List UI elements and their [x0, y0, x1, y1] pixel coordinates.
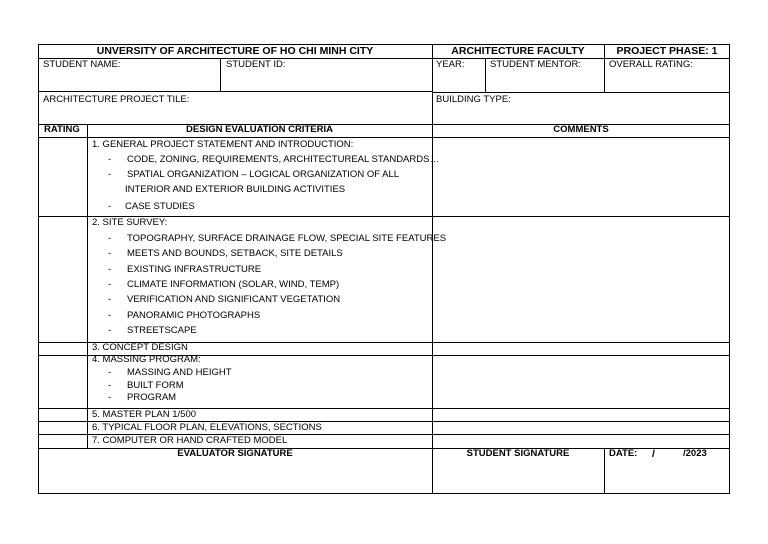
criterion-2-item: MEETS AND BOUNDS, SETBACK, SITE DETAILS: [127, 248, 343, 259]
criterion-2-item: PANORAMIC PHOTOGRAPHS: [127, 310, 261, 321]
criterion-5-title: 5. MASTER PLAN 1/500: [92, 409, 197, 420]
criterion-4-item: BUILT FORM: [127, 380, 184, 391]
date-label: DATE:: [609, 448, 638, 459]
criterion-1-item: INTERIOR AND EXTERIOR BUILDING ACTIVITIES: [125, 184, 346, 195]
criterion-1-item: CASE STUDIES: [125, 201, 195, 212]
bullet-dash: -: [108, 294, 112, 305]
rule: [432, 92, 730, 93]
evaluation-form: [38, 44, 730, 494]
rating-column-header: RATING: [44, 124, 80, 135]
criterion-3-title: 3. CONCEPT DESIGN: [92, 342, 188, 353]
criterion-1-title: 1. GENERAL PROJECT STATEMENT AND INTRODUCTION:: [92, 139, 354, 150]
rule: [485, 58, 486, 92]
bullet-dash: -: [108, 279, 112, 290]
faculty-title: ARCHITECTURE FACULTY: [451, 45, 585, 57]
bullet-dash: -: [108, 248, 112, 259]
bullet-dash: -: [108, 310, 112, 321]
criterion-2-item: EXISTING INFRASTRUCTURE: [127, 264, 262, 275]
bullet-dash: -: [108, 264, 112, 275]
bullet-dash: -: [108, 392, 112, 403]
criterion-2-title: 2. SITE SURVEY:: [92, 217, 168, 228]
student-mentor-field[interactable]: STUDENT MENTOR:: [490, 59, 581, 70]
bullet-dash: -: [108, 325, 112, 336]
rule: [38, 91, 432, 92]
bullet-dash: -: [108, 233, 112, 244]
rule: [729, 44, 730, 494]
date-year[interactable]: /2023: [683, 448, 707, 459]
date-separator: /: [652, 448, 655, 460]
building-type-field[interactable]: BUILDING TYPE:: [436, 94, 511, 105]
bullet-dash: -: [108, 154, 112, 165]
bullet-dash: -: [108, 367, 112, 378]
rule: [38, 44, 39, 494]
bullet-dash: -: [108, 380, 112, 391]
criterion-7-title: 7. COMPUTER OR HAND CRAFTED MODEL: [92, 435, 288, 446]
rule: [38, 493, 730, 494]
bullet-dash: -: [108, 169, 112, 180]
rule: [604, 448, 605, 494]
criterion-2-item: TOPOGRAPHY, SURFACE DRAINAGE FLOW, SPECIAL SITE FEATURES: [127, 233, 447, 244]
rule: [432, 44, 433, 494]
criterion-1-item: SPATIAL ORGANIZATION – LOGICAL ORGANIZATION OF ALL: [127, 169, 400, 180]
criterion-4-item: PROGRAM: [127, 392, 177, 403]
criterion-2-item: STREETSCAPE: [127, 325, 197, 336]
rule: [38, 137, 730, 138]
year-field[interactable]: YEAR:: [436, 59, 465, 70]
criteria-column-header: DESIGN EVALUATION CRITERIA: [186, 124, 333, 135]
project-title-field[interactable]: ARCHITECTURE PROJECT TILE:: [43, 94, 190, 105]
student-name-field[interactable]: STUDENT NAME:: [43, 59, 121, 70]
criterion-1-item: CODE, ZONING, REQUIREMENTS, ARCHITECTUREAL STANDARDS…: [127, 154, 439, 165]
university-title: UNVERSITY OF ARCHITECTURE OF HO CHI MINH CITY: [96, 45, 374, 57]
overall-rating-field[interactable]: OVERALL RATING:: [609, 59, 693, 70]
criterion-2-item: CLIMATE INFORMATION (SOLAR, WIND, TEMP): [127, 279, 340, 290]
evaluator-signature[interactable]: EVALUATOR SIGNATURE: [177, 448, 293, 459]
criterion-2-item: VERIFICATION AND SIGNIFICANT VEGETATION: [127, 294, 341, 305]
bullet-dash: -: [108, 201, 112, 212]
rule: [87, 124, 88, 449]
criterion-4-title: 4. MASSING PROGRAM:: [92, 354, 201, 365]
comments-column-header: COMMENTS: [553, 124, 609, 135]
rule: [220, 58, 221, 92]
criterion-4-item: MASSING AND HEIGHT: [127, 367, 232, 378]
student-id-field[interactable]: STUDENT ID:: [226, 59, 286, 70]
student-signature[interactable]: STUDENT SIGNATURE: [466, 448, 570, 459]
criterion-6-title: 6. TYPICAL FLOOR PLAN, ELEVATIONS, SECTIONS: [92, 422, 322, 433]
project-phase: PROJECT PHASE: 1: [616, 45, 718, 57]
